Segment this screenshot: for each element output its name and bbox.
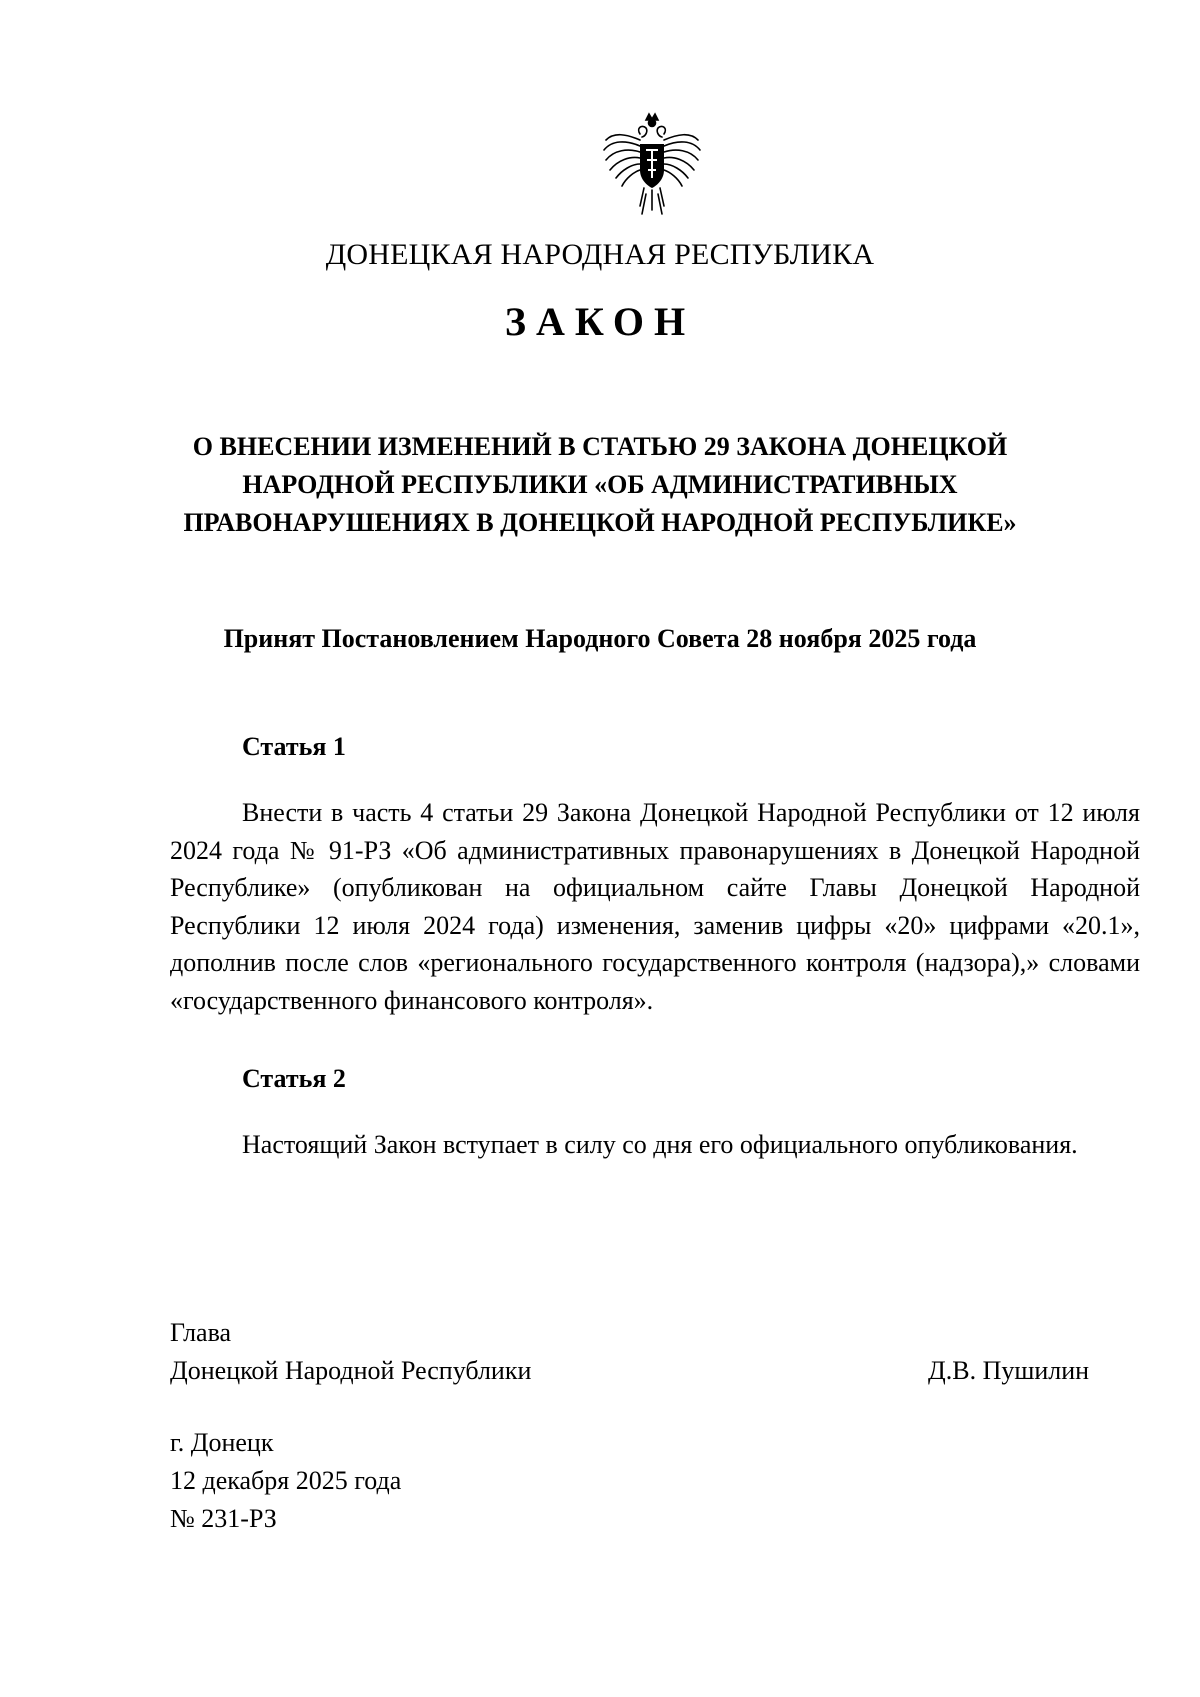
law-title [160,428,1040,542]
place-date-number [170,1424,401,1538]
adoption-note: Принят Постановлением Народного Совета 28 ноября 2025 года [223,624,977,653]
city: г. Донецк [170,1428,274,1457]
signatory-title-line-2: Донецкой Народной Республики [170,1356,532,1385]
law-title-line-1: О ВНЕСЕНИИ ИЗМЕНЕНИЙ В СТАТЬЮ 29 ЗАКОНА ДОНЕЦКОЙ [192,432,1008,461]
document-type: ЗАКОН [504,299,696,344]
coat-of-arms-icon [596,110,708,222]
law-title-line-2: НАРОДНОЙ РЕСПУБЛИКИ «ОБ АДМИНИСТРАТИВНЫХ [242,470,958,499]
article-1-heading: Статья 1 [242,732,346,761]
signatory-title-line-1: Глава [170,1318,232,1347]
law-number: № 231-РЗ [170,1504,277,1533]
article-2-text: Настоящий Закон вступает в силу со дня его официального опубликования. [242,1130,1078,1159]
law-title-line-3: ПРАВОНАРУШЕНИЯХ В ДОНЕЦКОЙ НАРОДНОЙ РЕСПУБЛИКЕ» [183,508,1017,537]
republic-name: ДОНЕЦКАЯ НАРОДНАЯ РЕСПУБЛИКА [325,238,875,271]
signatory-title [170,1314,531,1390]
article-2-heading: Статья 2 [242,1064,346,1093]
signing-date: 12 декабря 2025 года [170,1466,402,1495]
signatory-name: Д.В. Пушилин [928,1356,1090,1385]
article-1-text: Внести в часть 4 статьи 29 Закона Донецкой Народной Республики от 12 июля 2024 года № 91-РЗ «Об административных правонарушениях в Донецкой Народной Республике» (опубликован на официальном сайте Главы Донецкой Народной Республики 12 июля 2024 года) изменения, заменив цифры «20» цифрами «20.1», дополнив после слов «регионального государственного контроля (надзора),» словами «государственного финансового контроля». [170,798,1140,1015]
